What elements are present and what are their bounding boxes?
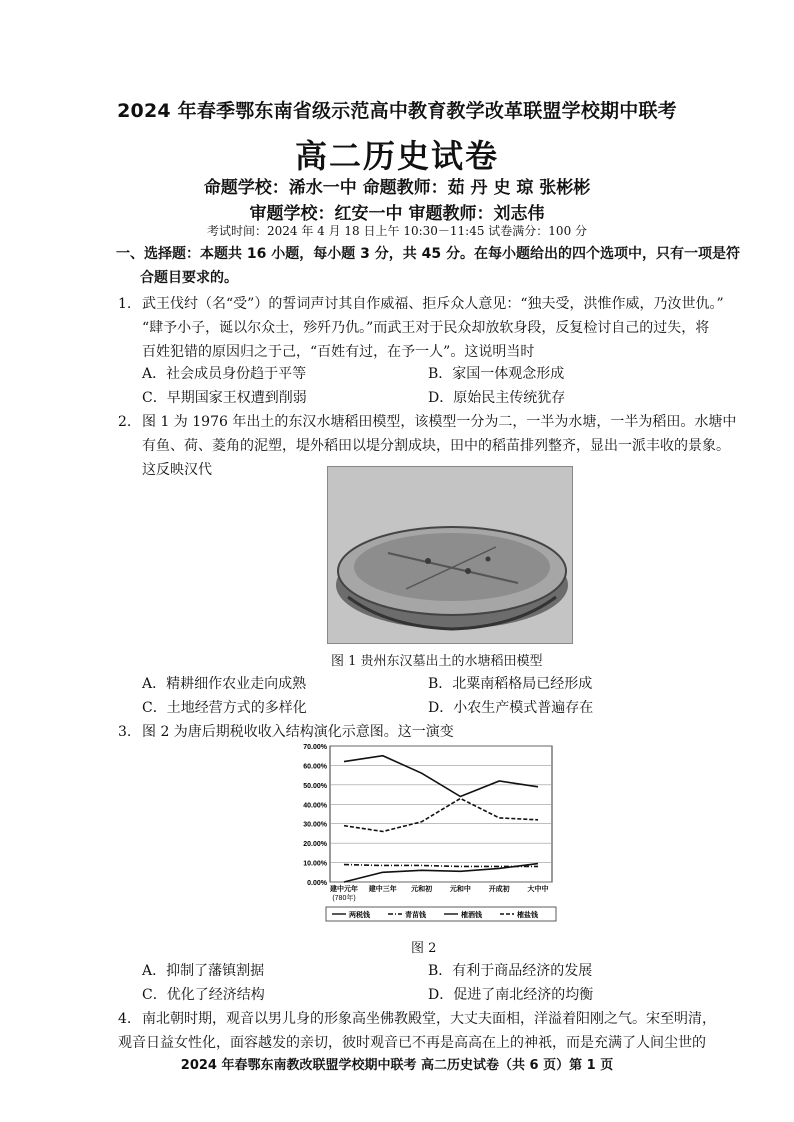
author-line: 命题学校：浠水一中 命题教师：茹 丹 史 琼 张彬彬 — [203, 178, 591, 198]
option-b[interactable]: B．家国一体观念形成 — [428, 366, 565, 382]
y-tick-label: 30.00% — [303, 821, 327, 829]
section-instruction-line1: 一、选择题：本题共 16 小题，每小题 3 分，共 45 分。在每小题给出的四个选项中，只有一项是符 — [116, 246, 740, 262]
question-text: “肆予小子，诞以尔众士，殄歼乃仇。”而武王对于民众却放软身段，反复检讨自己的过失，将 — [142, 320, 710, 336]
figure-caption: 图 2 — [411, 941, 437, 956]
question-text: 观音日益女性化，面容越发的亲切，彼时观音已不再是高高在上的神祇，而是充满了人间尘世的 — [118, 1035, 706, 1051]
legend-label: 榷酒钱 — [461, 911, 482, 919]
question-number: 2. — [118, 414, 132, 430]
y-tick-label: 20.00% — [303, 841, 327, 849]
x-tick-label: (780年) — [332, 895, 356, 902]
option-d[interactable]: D．促进了南北经济的均衡 — [428, 987, 594, 1003]
option-d[interactable]: D．原始民主传统犹存 — [428, 390, 566, 406]
paddy-model-photo — [327, 466, 573, 644]
option-c[interactable]: C．优化了经济结构 — [142, 987, 265, 1003]
y-tick-label: 60.00% — [303, 763, 327, 771]
option-a[interactable]: A．精耕细作农业走向成熟 — [142, 676, 307, 692]
legend-label: 青苗钱 — [405, 911, 426, 919]
x-tick-label: 建中元年 — [330, 886, 358, 893]
page-footer: 2024 年春鄂东南教改联盟学校期中联考 高二历史试卷（共 6 页）第 1 页 — [180, 1058, 614, 1073]
time-line: 考试时间：2024 年 4 月 18 日上午 10:30－11:45 试卷满分：100 分 — [206, 224, 588, 238]
x-tick-label: 开成初 — [488, 886, 510, 893]
plot-area — [330, 746, 552, 882]
x-tick-label: 元和中 — [449, 886, 471, 893]
question-text: 这反映汉代 — [142, 462, 212, 478]
y-tick-label: 40.00% — [303, 802, 327, 810]
figure-caption: 图 1 贵州东汉墓出土的水塘稻田模型 — [331, 654, 543, 669]
question-text: 百姓犯错的原因归之于己，“百姓有过，在予一人”。这说明当时 — [142, 344, 535, 360]
y-tick-label: 70.00% — [303, 744, 327, 751]
y-tick-label: 10.00% — [303, 860, 327, 868]
legend-label: 榷盐钱 — [517, 911, 538, 919]
option-b[interactable]: B．有利于商品经济的发展 — [428, 963, 593, 979]
legend-label: 两税钱 — [349, 911, 370, 919]
y-tick-label: 0.00% — [307, 880, 327, 887]
question-number: 4. — [118, 1011, 132, 1027]
review-line: 审题学校：红安一中 审题教师：刘志伟 — [249, 204, 545, 224]
x-tick-label: 元和初 — [411, 886, 433, 893]
option-c[interactable]: C．早期国家王权遭到削弱 — [142, 390, 307, 406]
option-a[interactable]: A．抑制了藩镇割据 — [142, 963, 265, 979]
option-a[interactable]: A．社会成员身份趋于平等 — [142, 366, 307, 382]
tax-structure-chart — [290, 736, 558, 934]
option-d[interactable]: D．小农生产模式普遍存在 — [428, 700, 594, 716]
exam-title: 2024 年春季鄂东南省级示范高中教育教学改革联盟学校期中联考 — [117, 100, 677, 122]
x-tick-label: 大中中 — [527, 886, 549, 893]
option-b[interactable]: B．北粟南稻格局已经形成 — [428, 676, 593, 692]
y-tick-label: 50.00% — [303, 782, 327, 790]
question-text: 南北朝时期，观音以男儿身的形象高坐佛教殿堂，大丈夫面相，洋溢着阳刚之气。宋至明清， — [142, 1011, 716, 1027]
question-text: 有鱼、荷、菱角的泥塑，堤外稻田以堤分割成块，田中的稻苗排列整齐，显出一派丰收的景象。 — [142, 438, 730, 454]
section-instruction-line2: 合题目要求的。 — [140, 270, 238, 286]
question-text: 图 1 为 1976 年出土的东汉水塘稻田模型，该模型一分为二，一半为水塘，一半为稻田。水塘中 — [142, 414, 737, 430]
x-tick-label: 建中三年 — [368, 886, 397, 893]
option-c[interactable]: C．土地经营方式的多样化 — [142, 700, 307, 716]
question-number: 3. — [118, 724, 132, 740]
question-number: 1. — [118, 296, 132, 312]
question-text: 图 2 为唐后期税收收入结构演化示意图。这一演变 — [142, 724, 454, 740]
paper-title: 高二历史试卷 — [294, 137, 499, 175]
question-text: 武王伐纣（名“受”）的誓词声讨其自作威福、拒斥众人意见：“独夫受，洪惟作威，乃汝世仇。” — [142, 296, 724, 312]
